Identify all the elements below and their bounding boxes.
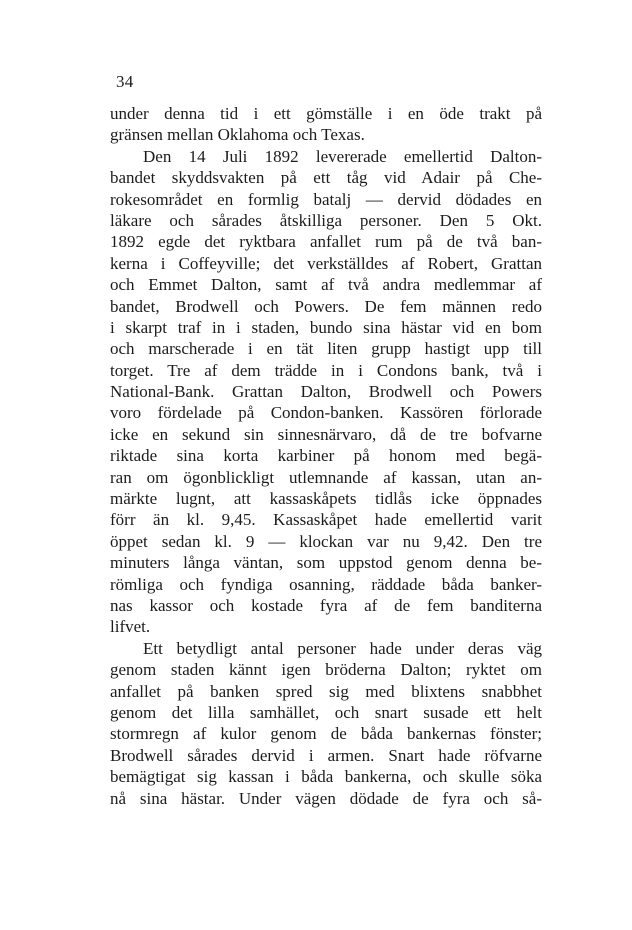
text-line: riktade sina korta karbiner på honom med begä- [110, 446, 542, 466]
text-line: förr än kl. 9,45. Kassaskåpet hade emellertid varit [110, 510, 542, 530]
text-line: bandet skyddsvakten på ett tåg vid Adair på Che- [110, 168, 542, 188]
text-line: bemägtigat sig kassan i båda bankerna, och skulle söka [110, 767, 542, 787]
text-line: ran om ögonblickligt utlemnande af kassan, utan an- [110, 467, 542, 487]
text-line: kerna i Coffeyville; det verkställdes af Robert, Grattan [110, 253, 542, 273]
text-line: Brodwell sårades dervid i armen. Snart hade röfvarne [110, 745, 542, 765]
text-line: voro fördelade på Condon-banken. Kassören förlorade [110, 403, 542, 423]
text-line: lifvet. [110, 617, 151, 637]
body-text [110, 103, 542, 809]
text-line: römliga och fyndiga osanning, räddade båda banker- [110, 574, 542, 594]
text-line: genom staden kännt igen bröderna Dalton; ryktet om [110, 660, 542, 680]
text-line: nå sina hästar. Under vägen dödade de fyra och så- [110, 788, 542, 808]
text-line: under denna tid i ett gömställe i en öde trakt på [110, 104, 542, 123]
text-line: anfallet på banken spred sig med blixtens snabbhet [110, 681, 542, 701]
text-line: minuters långa väntan, som uppstod genom denna be- [110, 553, 542, 573]
text-line: 1892 egde det ryktbara anfallet rum på de två ban- [110, 232, 542, 252]
text-line: i skarpt traf in i staden, bundo sina hästar vid en bom [110, 317, 542, 337]
text-line: läkare och sårades åtskilliga personer. Den 5 Okt. [110, 210, 542, 230]
text-line: National-Bank. Grattan Dalton, Brodwell och Powers [110, 382, 542, 402]
text-line: nas kassor och kostade fyra af de fem banditerna [110, 595, 542, 615]
text-line: Den 14 Juli 1892 levererade emellertid Dalton- [143, 146, 542, 166]
text-line: genom det lilla samhället, och snart susade ett helt [110, 702, 542, 722]
text-line: öppet sedan kl. 9 — klockan var nu 9,42. Den tre [110, 531, 542, 551]
text-line: och Emmet Dalton, samt af två andra medlemmar af [110, 275, 542, 295]
text-line: gränsen mellan Oklahoma och Texas. [110, 125, 365, 145]
text-line: och marscherade i en tät liten grupp hastigt upp till [110, 339, 542, 359]
page-number: 34 [116, 72, 134, 91]
text-line: torget. Tre af dem trädde in i Condons bank, två i [110, 360, 542, 380]
text-line: stormregn af kulor genom de båda bankernas fönster; [110, 724, 542, 744]
text-line: Ett betydligt antal personer hade under deras väg [143, 638, 542, 658]
text-line: märkte lugnt, att kassaskåpets tidlås icke öppnades [110, 489, 542, 509]
text-line: icke en sekund sin sinnesnärvaro, då de tre bofvarne [110, 424, 542, 444]
text-line: rokesområdet en formlig batalj — dervid dödades en [110, 189, 542, 209]
text-line: bandet, Brodwell och Powers. De fem männen redo [110, 296, 542, 316]
